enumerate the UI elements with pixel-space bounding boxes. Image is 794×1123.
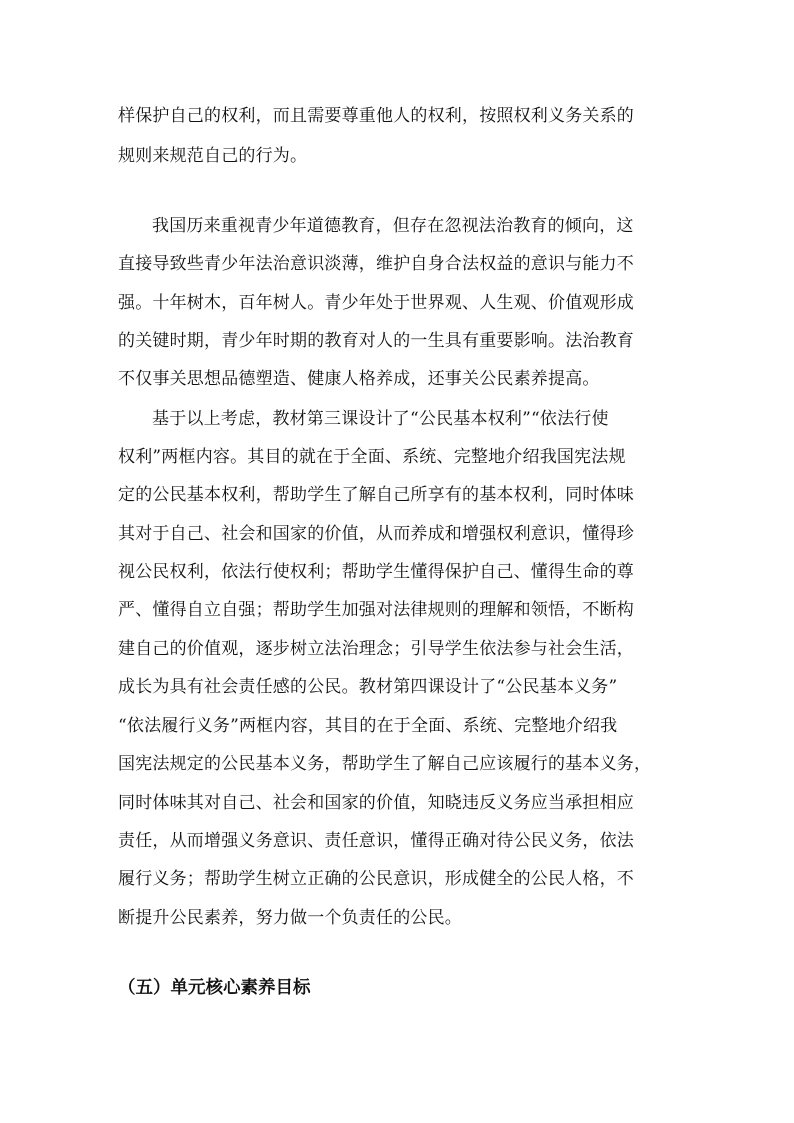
text-line: 断提升公民素养，努力做一个负责任的公民。 (118, 908, 462, 928)
text-line: 规则来规范自己的行为。 (118, 146, 308, 166)
text-line: 直接导致些青少年法治意识淡薄，维护自身合法权益的意识与能力不 (118, 254, 634, 274)
text-line: 国宪法规定的公民基本义务，帮助学生了解自己应该履行的基本义务， (118, 754, 652, 774)
text-line: 定的公民基本权利，帮助学生了解自己所享有的基本权利，同时体味 (118, 485, 634, 505)
text-line: 责任，从而增强义务意识、责任意识，懂得正确对待公民义务，依法 (118, 831, 634, 851)
text-line: 样保护自己的权利，而且需要尊重他人的权利，按照权利义务关系的 (118, 106, 634, 126)
text-line: 不仅事关思想品德塑造、健康人格养成，还事关公民素养提高。 (118, 369, 600, 389)
text-line: 同时体味其对自己、社会和国家的价值，知晓违反义务应当承担相应 (118, 793, 634, 813)
text-line: 的关键时期，青少年时期的教育对人的一生具有重要影响。法治教育 (118, 331, 634, 351)
text-line: 强。十年树木，百年树人。青少年处于世界观、人生观、价值观形成 (118, 293, 634, 313)
text-line: 成长为具有社会责任感的公民。教材第四课设计了“公民基本义务” (118, 677, 618, 697)
text-line: 严、懂得自立自强；帮助学生加强对法律规则的理解和领悟，不断构 (118, 600, 634, 620)
text-line: 履行义务；帮助学生树立正确的公民意识，形成健全的公民人格，不 (118, 869, 634, 889)
text-line: 建自己的价值观，逐步树立法治理念；引导学生依法参与社会生活， (118, 639, 634, 659)
section-heading: （五）单元核心素养目标 (118, 978, 311, 998)
text-line: 视公民权利，依法行使权利；帮助学生懂得保护自己、懂得生命的尊 (118, 562, 634, 582)
paragraph-start-line: 我国历来重视青少年道德教育，但存在忽视法治教育的倾向，这 (152, 216, 634, 236)
text-line: 权利”两框内容。其目的就在于全面、系统、完整地介绍我国宪法规 (118, 447, 626, 467)
text-line: 其对于自己、社会和国家的价值，从而养成和增强权利意识，懂得珍 (118, 524, 634, 544)
text-line: “依法履行义务”两框内容，其目的在于全面、系统、完整地介绍我 (118, 716, 618, 736)
paragraph-start-line: 基于以上考虑，教材第三课设计了“公民基本权利”“依法行使 (152, 409, 609, 429)
